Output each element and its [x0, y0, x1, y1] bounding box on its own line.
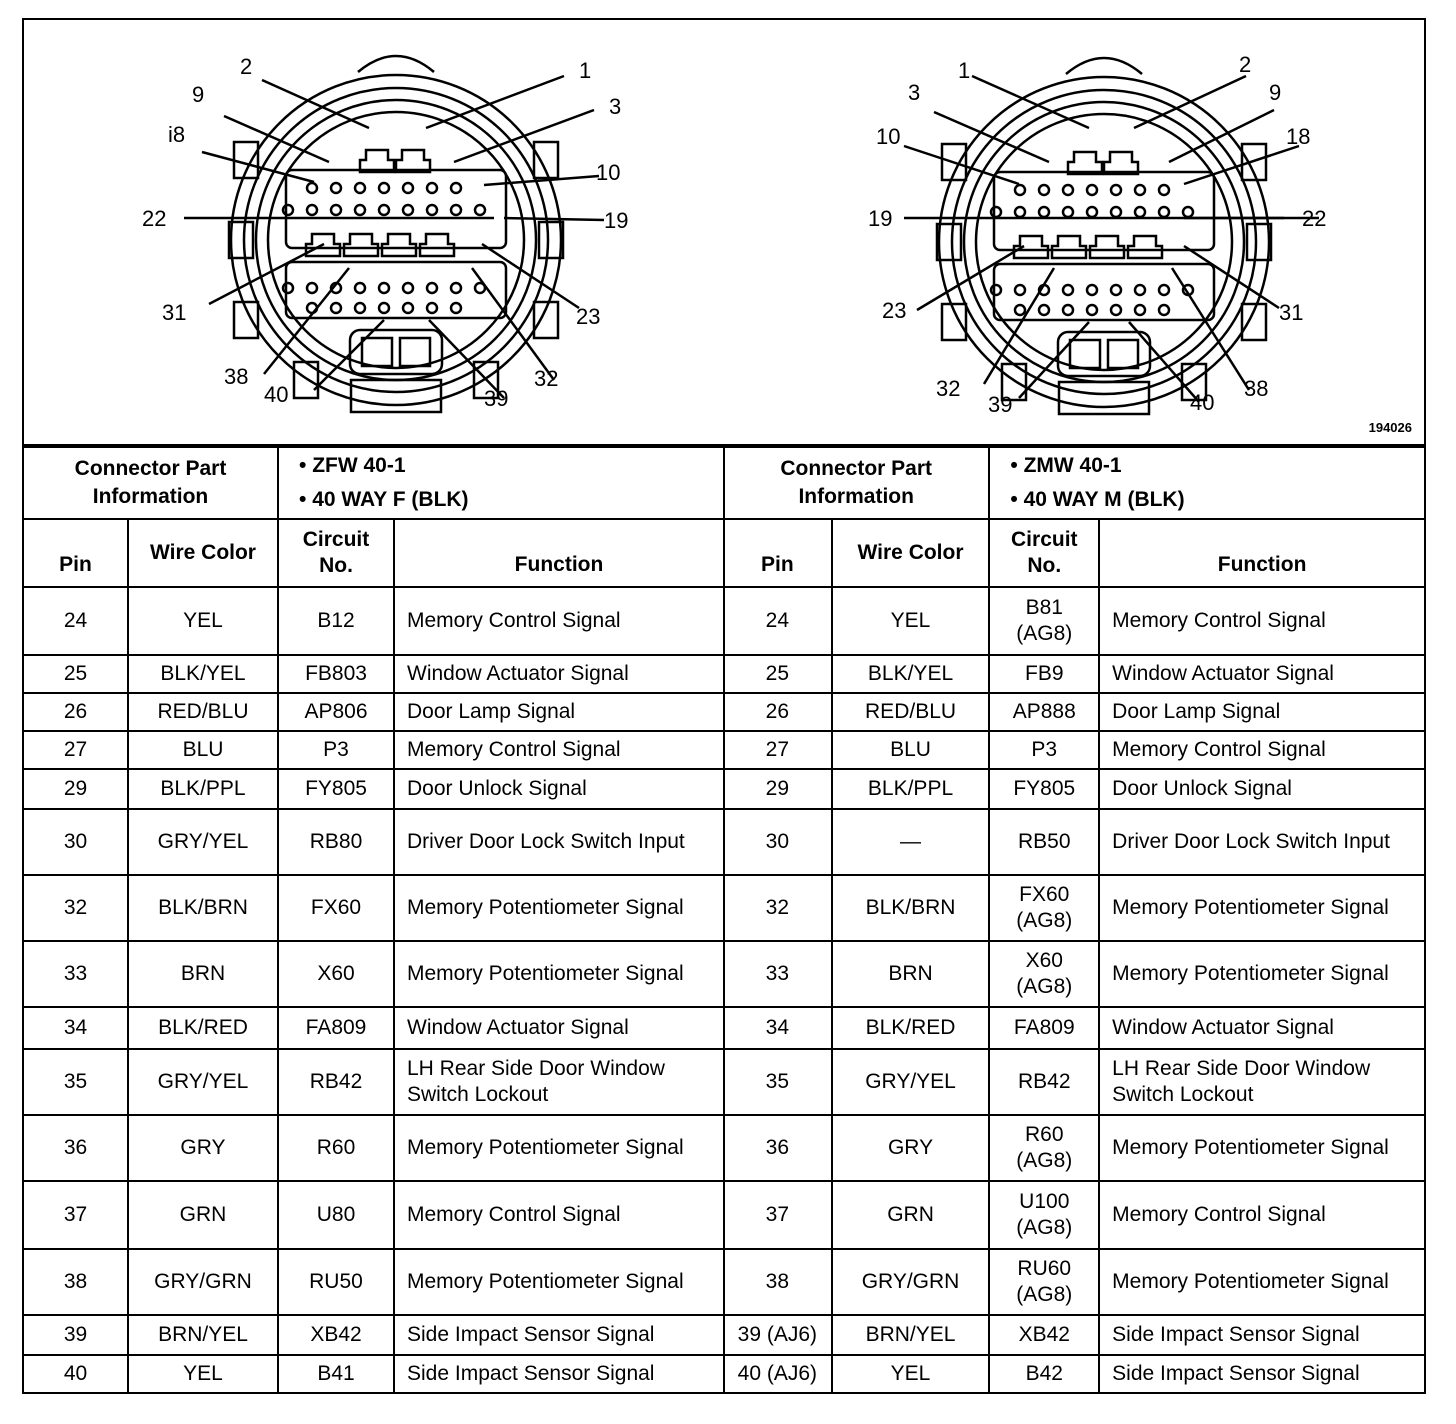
wire-color-cell: BRN/YEL	[128, 1315, 278, 1355]
right-pin-label: 10	[876, 124, 901, 149]
left-leader-line	[262, 80, 369, 128]
circuit-cell: RU50	[278, 1249, 394, 1315]
function-cell: Window Actuator Signal	[394, 655, 724, 693]
right-pin-label: 2	[1239, 52, 1252, 77]
left-key-tab	[358, 56, 434, 72]
table-row	[24, 769, 724, 809]
connector-part-info-values	[989, 447, 1424, 519]
wire-color-cell: RED/BLU	[128, 693, 278, 731]
wire-color-cell: BLK/BRN	[832, 875, 990, 941]
wire-color-cell: GRY/GRN	[128, 1249, 278, 1315]
table-header-row	[724, 519, 1424, 587]
function-cell: Door Unlock Signal	[1099, 769, 1424, 809]
table-row	[724, 875, 1424, 941]
circuit-cell: B12	[278, 587, 394, 655]
left-twin-terminal	[362, 338, 392, 366]
right-pin	[1015, 207, 1025, 217]
wire-color-cell: BLK/RED	[128, 1007, 278, 1049]
pin-cell: 25	[24, 655, 128, 693]
circuit-cell: P3	[278, 731, 394, 769]
left-pin	[451, 205, 461, 215]
right-pin	[1135, 285, 1145, 295]
right-ring	[939, 77, 1269, 407]
left-pin-label: 1	[579, 58, 592, 83]
right-pin	[1159, 207, 1169, 217]
pin-cell: 27	[724, 731, 832, 769]
right-pin	[1063, 305, 1073, 315]
right-pin	[1015, 285, 1025, 295]
right-pin	[1039, 305, 1049, 315]
left-pin	[331, 183, 341, 193]
connector-sheet	[22, 18, 1426, 1394]
pin-cell: 30	[24, 809, 128, 875]
left-pin	[307, 283, 317, 293]
left-large-terminal	[344, 234, 378, 256]
table-row	[724, 769, 1424, 809]
right-pin	[1063, 207, 1073, 217]
pin-cell: 32	[724, 875, 832, 941]
connector-part-line: • 40 WAY M (BLK)	[1010, 483, 1418, 517]
table-row	[724, 1355, 1424, 1393]
table-row	[724, 1181, 1424, 1249]
right-pin	[1039, 185, 1049, 195]
table-row	[724, 1049, 1424, 1115]
pin-cell: 39	[24, 1315, 128, 1355]
wire-color-cell: BLK/YEL	[832, 655, 990, 693]
wire-color-column-header: Wire Color	[832, 519, 990, 587]
left-pin-label: 39	[484, 386, 509, 411]
wire-color-cell: YEL	[128, 587, 278, 655]
function-cell: Driver Door Lock Switch Input	[394, 809, 724, 875]
connector-part-info-label: Connector Part Information	[724, 447, 989, 519]
table-row	[724, 1115, 1424, 1181]
function-column-header: Function	[1099, 519, 1424, 587]
circuit-cell: XB42	[989, 1315, 1099, 1355]
connector-part-line: • ZFW 40-1	[299, 449, 717, 483]
figure-id: 194026	[1368, 420, 1412, 435]
pin-cell: 36	[724, 1115, 832, 1181]
left-pin	[403, 205, 413, 215]
circuit-cell: U80	[278, 1181, 394, 1249]
function-cell: Window Actuator Signal	[1099, 1007, 1424, 1049]
pin-cell: 37	[24, 1181, 128, 1249]
wire-color-cell: GRY/GRN	[832, 1249, 990, 1315]
left-pin	[427, 205, 437, 215]
circuit-column-header: Circuit No.	[278, 519, 394, 587]
circuit-cell: RB42	[278, 1049, 394, 1115]
left-pin-label: 38	[224, 364, 249, 389]
circuit-cell: B41	[278, 1355, 394, 1393]
right-pin	[1159, 285, 1169, 295]
left-pin	[403, 303, 413, 313]
function-cell: Memory Potentiometer Signal	[1099, 1249, 1424, 1315]
connector-info-row	[724, 447, 1424, 519]
left-pin	[331, 205, 341, 215]
right-large-terminal	[1052, 236, 1086, 258]
wire-color-cell: YEL	[832, 1355, 990, 1393]
left-pin	[403, 183, 413, 193]
right-pin	[1111, 185, 1121, 195]
right-pin-label: 31	[1279, 300, 1304, 325]
table-row	[724, 941, 1424, 1007]
left-large-terminal	[396, 150, 430, 172]
circuit-cell: FX60	[278, 875, 394, 941]
wire-color-cell: BRN	[832, 941, 990, 1007]
left-pin	[283, 283, 293, 293]
connector-part-info-label: Connector Part Information	[24, 447, 278, 519]
table-row	[24, 587, 724, 655]
function-cell: Side Impact Sensor Signal	[1099, 1355, 1424, 1393]
function-cell: LH Rear Side Door Window Switch Lockout	[1099, 1049, 1424, 1115]
right-pin-label: 38	[1244, 376, 1269, 401]
right-twin-terminal	[1108, 340, 1138, 368]
function-cell: Memory Control Signal	[394, 587, 724, 655]
right-pin	[1183, 207, 1193, 217]
wire-color-cell: YEL	[128, 1355, 278, 1393]
right-connector-face	[904, 58, 1319, 417]
right-pin	[1135, 207, 1145, 217]
pin-cell: 38	[724, 1249, 832, 1315]
table-row	[24, 655, 724, 693]
table-row	[24, 1181, 724, 1249]
right-key-tab	[1066, 58, 1142, 74]
circuit-cell: FY805	[989, 769, 1099, 809]
right-large-terminal	[1014, 236, 1048, 258]
connector-part-line: • 40 WAY F (BLK)	[299, 483, 717, 517]
pin-cell: 26	[724, 693, 832, 731]
left-pin-label: 3	[609, 94, 622, 119]
pin-cell: 38	[24, 1249, 128, 1315]
pin-cell: 33	[24, 941, 128, 1007]
table-row	[24, 809, 724, 875]
left-pin	[379, 303, 389, 313]
circuit-cell: R60	[278, 1115, 394, 1181]
table-row	[24, 1315, 724, 1355]
function-cell: Memory Control Signal	[394, 1181, 724, 1249]
circuit-cell: FB9	[989, 655, 1099, 693]
pinout-tables	[24, 444, 1424, 1385]
wire-color-cell: BLK/PPL	[832, 769, 990, 809]
function-cell: Door Lamp Signal	[394, 693, 724, 731]
left-pin	[451, 283, 461, 293]
function-cell: Memory Potentiometer Signal	[394, 875, 724, 941]
table-row	[724, 809, 1424, 875]
left-pin-label: 40	[264, 382, 289, 407]
right-pin-label: 3	[908, 80, 921, 105]
right-pin	[991, 207, 1001, 217]
left-pin	[331, 303, 341, 313]
pin-cell: 39 (AJ6)	[724, 1315, 832, 1355]
wire-color-cell: GRY	[832, 1115, 990, 1181]
right-large-terminal	[1104, 152, 1138, 174]
circuit-cell: RB42	[989, 1049, 1099, 1115]
left-pin	[307, 205, 317, 215]
pin-cell: 26	[24, 693, 128, 731]
right-pin	[1111, 305, 1121, 315]
function-cell: Memory Control Signal	[394, 731, 724, 769]
left-pin-label: 9	[192, 82, 205, 107]
right-pin-label: 9	[1269, 80, 1282, 105]
left-pin	[355, 303, 365, 313]
function-cell: Memory Potentiometer Signal	[1099, 1115, 1424, 1181]
left-pin-label: i8	[168, 122, 186, 147]
function-cell: Side Impact Sensor Signal	[1099, 1315, 1424, 1355]
table-row	[24, 1115, 724, 1181]
right-pin	[1087, 305, 1097, 315]
pin-cell: 35	[724, 1049, 832, 1115]
function-cell: LH Rear Side Door Window Switch Lockout	[394, 1049, 724, 1115]
left-pin	[379, 205, 389, 215]
right-pin	[1015, 185, 1025, 195]
right-pin-label: 40	[1190, 390, 1215, 415]
function-cell: Door Lamp Signal	[1099, 693, 1424, 731]
pin-cell: 24	[724, 587, 832, 655]
function-cell: Side Impact Sensor Signal	[394, 1355, 724, 1393]
left-pin	[475, 205, 485, 215]
left-twin-terminal	[400, 338, 430, 366]
circuit-cell: FX60 (AG8)	[989, 875, 1099, 941]
circuit-cell: P3	[989, 731, 1099, 769]
pin-cell: 30	[724, 809, 832, 875]
right-pin	[1111, 207, 1121, 217]
left-large-terminal	[382, 234, 416, 256]
right-leader-line	[1169, 110, 1274, 162]
left-connector-face	[184, 56, 604, 412]
pin-column-header: Pin	[24, 519, 128, 587]
circuit-cell: B42	[989, 1355, 1099, 1393]
table-row	[24, 1355, 724, 1393]
table-row	[724, 1007, 1424, 1049]
table-row	[724, 587, 1424, 655]
table-row	[724, 1315, 1424, 1355]
wire-color-cell: YEL	[832, 587, 990, 655]
left-pin-label: 31	[162, 300, 187, 325]
function-cell: Memory Control Signal	[1099, 1181, 1424, 1249]
table-row	[24, 1049, 724, 1115]
function-cell: Window Actuator Signal	[1099, 655, 1424, 693]
wire-color-cell: GRN	[128, 1181, 278, 1249]
left-lock-tab	[351, 380, 441, 412]
connector-diagrams	[24, 20, 1424, 444]
left-pin	[403, 283, 413, 293]
left-pin	[427, 283, 437, 293]
right-pin	[1135, 185, 1145, 195]
wire-color-cell: GRY	[128, 1115, 278, 1181]
left-pin-label: 32	[534, 366, 559, 391]
circuit-cell: B81 (AG8)	[989, 587, 1099, 655]
left-pin	[451, 183, 461, 193]
right-leader-line	[972, 76, 1089, 128]
pin-cell: 27	[24, 731, 128, 769]
circuit-cell: FA809	[278, 1007, 394, 1049]
right-pin-label: 39	[988, 392, 1013, 417]
wire-color-cell: BRN/YEL	[832, 1315, 990, 1355]
right-pin	[1111, 285, 1121, 295]
pin-cell: 40	[24, 1355, 128, 1393]
pin-cell: 29	[724, 769, 832, 809]
right-pin	[1087, 185, 1097, 195]
left-leader-line	[224, 116, 329, 162]
pin-cell: 37	[724, 1181, 832, 1249]
pin-cell: 34	[724, 1007, 832, 1049]
table-row	[24, 875, 724, 941]
right-lock-tab	[1059, 382, 1149, 414]
right-large-terminal	[1090, 236, 1124, 258]
left-pin-label: 10	[596, 160, 621, 185]
left-upper-cavity	[286, 170, 506, 248]
function-cell: Window Actuator Signal	[394, 1007, 724, 1049]
left-large-terminal	[360, 150, 394, 172]
table-row	[724, 655, 1424, 693]
left-pin	[355, 283, 365, 293]
circuit-cell: R60 (AG8)	[989, 1115, 1099, 1181]
right-pin-label: 23	[882, 298, 907, 323]
table-row	[724, 693, 1424, 731]
left-pin-label: 19	[604, 208, 629, 233]
wire-color-cell: GRY/YEL	[128, 1049, 278, 1115]
function-cell: Memory Potentiometer Signal	[394, 1249, 724, 1315]
function-cell: Memory Potentiometer Signal	[394, 941, 724, 1007]
right-pin-label: 18	[1286, 124, 1311, 149]
left-pin	[307, 183, 317, 193]
left-pin-label: 2	[240, 54, 253, 79]
wire-color-cell: BLK/PPL	[128, 769, 278, 809]
pin-cell: 25	[724, 655, 832, 693]
wire-color-cell: GRN	[832, 1181, 990, 1249]
right-large-terminal	[1068, 152, 1102, 174]
pin-cell: 32	[24, 875, 128, 941]
table-row	[24, 731, 724, 769]
circuit-cell: AP806	[278, 693, 394, 731]
pin-cell: 40 (AJ6)	[724, 1355, 832, 1393]
left-pin	[379, 283, 389, 293]
right-large-terminal	[1128, 236, 1162, 258]
right-pin	[1159, 305, 1169, 315]
right-pin	[1063, 185, 1073, 195]
pin-cell: 34	[24, 1007, 128, 1049]
circuit-column-header: Circuit No.	[989, 519, 1099, 587]
left-leader-line	[454, 110, 594, 162]
left-pin-label: 23	[576, 304, 601, 329]
right-pin	[1087, 207, 1097, 217]
right-ring	[952, 90, 1256, 394]
connector-part-line: • ZMW 40-1	[1010, 449, 1418, 483]
left-large-terminal	[420, 234, 454, 256]
circuit-cell: U100 (AG8)	[989, 1181, 1099, 1249]
left-pinout-table	[24, 446, 725, 1394]
right-pin-label: 19	[868, 206, 893, 231]
function-cell: Driver Door Lock Switch Input	[1099, 809, 1424, 875]
pin-cell: 24	[24, 587, 128, 655]
left-pin	[427, 303, 437, 313]
right-pin-label: 1	[958, 58, 971, 83]
wire-color-cell: BLK/YEL	[128, 655, 278, 693]
right-twin-terminal	[1070, 340, 1100, 368]
function-cell: Side Impact Sensor Signal	[394, 1315, 724, 1355]
right-leader-line	[917, 246, 1024, 310]
function-cell: Door Unlock Signal	[394, 769, 724, 809]
wire-color-cell: BLU	[128, 731, 278, 769]
table-row	[24, 1007, 724, 1049]
table-header-row	[24, 519, 724, 587]
table-row	[724, 731, 1424, 769]
right-pinout-table	[724, 446, 1424, 1394]
table-row	[24, 941, 724, 1007]
pin-cell: 36	[24, 1115, 128, 1181]
right-pin	[1015, 305, 1025, 315]
wire-color-cell: BLU	[832, 731, 990, 769]
right-pin	[1135, 305, 1145, 315]
circuit-cell: XB42	[278, 1315, 394, 1355]
connector-info-row	[24, 447, 724, 519]
right-pin	[1087, 285, 1097, 295]
left-pin	[283, 205, 293, 215]
left-ring	[256, 100, 536, 380]
left-pin-label: 22	[142, 206, 167, 231]
right-pin-label: 22	[1302, 206, 1327, 231]
wire-color-cell: BLK/RED	[832, 1007, 990, 1049]
table-row	[24, 693, 724, 731]
wire-color-column-header: Wire Color	[128, 519, 278, 587]
function-cell: Memory Control Signal	[1099, 731, 1424, 769]
left-leader-line	[504, 218, 604, 220]
left-pin	[379, 183, 389, 193]
table-row	[24, 1249, 724, 1315]
right-pin-label: 32	[936, 376, 961, 401]
wire-color-cell: RED/BLU	[832, 693, 990, 731]
right-upper-cavity	[994, 172, 1214, 250]
wire-color-cell: BLK/BRN	[128, 875, 278, 941]
circuit-cell: RU60 (AG8)	[989, 1249, 1099, 1315]
function-cell: Memory Potentiometer Signal	[1099, 941, 1424, 1007]
function-cell: Memory Potentiometer Signal	[394, 1115, 724, 1181]
circuit-cell: X60 (AG8)	[989, 941, 1099, 1007]
left-ring	[231, 75, 561, 405]
function-cell: Memory Control Signal	[1099, 587, 1424, 655]
circuit-cell: FB803	[278, 655, 394, 693]
right-pin	[1063, 285, 1073, 295]
left-pin	[355, 183, 365, 193]
connector-part-info-values	[278, 447, 724, 519]
circuit-cell: FY805	[278, 769, 394, 809]
circuit-cell: RB50	[989, 809, 1099, 875]
pin-cell: 29	[24, 769, 128, 809]
right-pin	[1039, 207, 1049, 217]
pin-cell: 35	[24, 1049, 128, 1115]
wire-color-cell: BRN	[128, 941, 278, 1007]
right-pin	[991, 285, 1001, 295]
pin-column-header: Pin	[724, 519, 832, 587]
left-ring	[244, 88, 548, 392]
left-pin	[427, 183, 437, 193]
circuit-cell: FA809	[989, 1007, 1099, 1049]
left-pin	[355, 205, 365, 215]
circuit-cell: RB80	[278, 809, 394, 875]
function-column-header: Function	[394, 519, 724, 587]
wire-color-cell: GRY/YEL	[128, 809, 278, 875]
circuit-cell: X60	[278, 941, 394, 1007]
function-cell: Memory Potentiometer Signal	[1099, 875, 1424, 941]
wire-color-cell: GRY/YEL	[832, 1049, 990, 1115]
table-row	[724, 1249, 1424, 1315]
left-pin	[451, 303, 461, 313]
wire-color-cell: —	[832, 809, 990, 875]
right-pin	[1159, 185, 1169, 195]
pin-cell: 33	[724, 941, 832, 1007]
circuit-cell: AP888	[989, 693, 1099, 731]
left-leader-line	[482, 244, 579, 308]
